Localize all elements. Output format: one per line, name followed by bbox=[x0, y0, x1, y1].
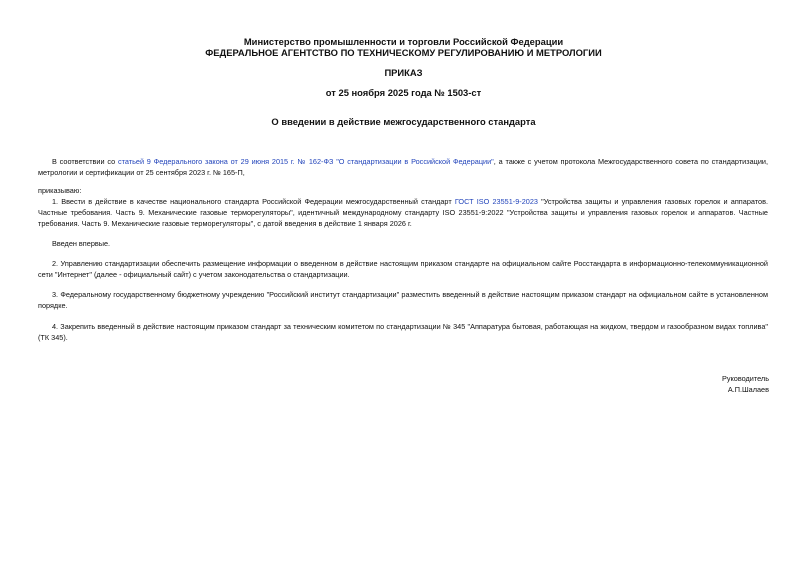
item-1-suffix: "Устройства защиты и управления газовых горелок и аппаратов. Частные требования. Часть 9. Механические газовые терморегуляторы", идентичный международному стандарту ISO 23551-9:2022 "Устройства защиты и управления газовых горелок и аппаратов. Частные требования. Часть 9. Механические газовые терморегуляторы", с датой введения в действие 1 января 2026 г. bbox=[38, 197, 768, 228]
introduced-first-note: Введен впервые. bbox=[52, 239, 111, 248]
preamble-prefix: В соответствии со bbox=[52, 157, 118, 166]
orders-label: приказываю: bbox=[38, 186, 82, 195]
item-3-paragraph: 3. Федеральному государственному бюджетному учреждению "Российский институт стандартизации" разместить введенный в действие настоящим приказом стандарт на официальном сайте в установленном порядке. bbox=[38, 290, 768, 310]
item-4-paragraph: 4. Закрепить введенный в действие настоящим приказом стандарт за техническим комитетом по стандартизации № 345 "Аппаратура бытовая, работающая на жидком, твердом и газообразном видах топлива" (ТК 345). bbox=[38, 322, 768, 342]
item-1-paragraph bbox=[38, 196, 768, 229]
item-2-paragraph: 2. Управлению стандартизации обеспечить размещение информации о введенном в действие настоящим приказом стандарте на официальном сайте Росстандарта в информационно-телекоммуникационной сети "Интернет" (далее - официальный сайт) с учетом законодательства о стандартизации. bbox=[38, 259, 768, 279]
preamble-suffix: , а также с учетом протокола Межгосударственного совета по стандартизации, метрологии и сертификации от 25 сентября 2023 г. № 165-П, bbox=[38, 157, 769, 177]
document-type: ПРИКАЗ bbox=[384, 67, 423, 78]
signature-name: А.П.Шалаев bbox=[727, 385, 769, 394]
document-date-number: от 25 ноября 2025 года № 1503-ст bbox=[325, 87, 482, 98]
document-title: О введении в действие межгосударственного стандарта bbox=[271, 116, 536, 127]
gost-standard-link[interactable]: ГОСТ ISO 23551-9-2023 bbox=[454, 197, 538, 206]
preamble-paragraph bbox=[38, 156, 768, 178]
item-1-prefix: 1. Ввести в действие в качестве национального стандарта Российской Федерации межгосударственный стандарт bbox=[52, 197, 455, 206]
ministry-name: Министерство промышленности и торговли Российской Федерации bbox=[243, 36, 564, 47]
signature-role: Руководитель bbox=[721, 374, 769, 383]
federal-law-link[interactable]: статьей 9 Федерального закона от 29 июня 2015 г. № 162-ФЗ "О стандартизации в Российской Федерации" bbox=[117, 157, 494, 166]
agency-name: ФЕДЕРАЛЬНОЕ АГЕНТСТВО ПО ТЕХНИЧЕСКОМУ РЕГУЛИРОВАНИЮ И МЕТРОЛОГИИ bbox=[205, 47, 602, 58]
